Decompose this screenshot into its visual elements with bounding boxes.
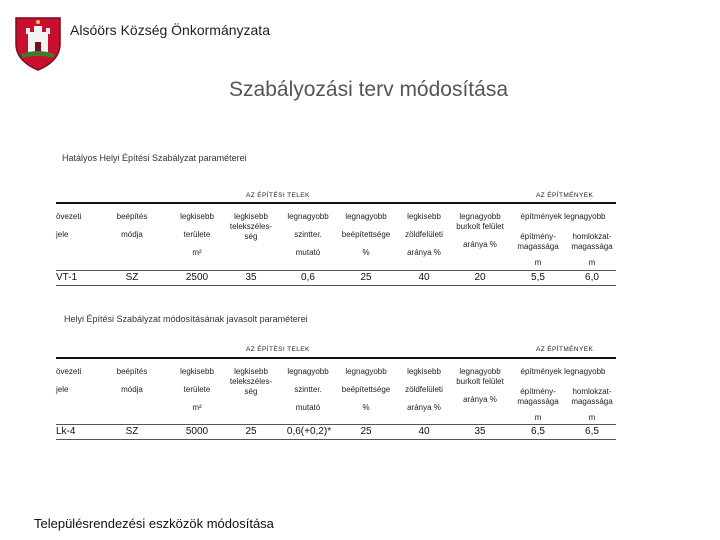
group-header-building: AZ ÉPÍTMÉNYEK [536, 346, 594, 353]
table-cell: 5000 [185, 426, 209, 437]
table-cell: 25 [360, 272, 372, 283]
table-caption-proposed: Helyi Építési Szabályzat módosításának javasolt paraméterei [64, 314, 308, 324]
table-cell: SZ [125, 426, 139, 437]
col-max-coverage: legnagyobb beépítettsége % [341, 212, 391, 257]
table-cell: 6,5 [585, 426, 599, 437]
col-build-mode: beépítés módja [116, 367, 148, 394]
col-building-height: építmény- magassága m [517, 232, 559, 267]
table-cell: Lk-4 [56, 426, 76, 437]
col-build-mode: beépítés módja [116, 212, 148, 239]
group-header-lot: AZ ÉPÍTÉSI TELEK [246, 346, 310, 353]
col-min-area: legkisebb területe m² [180, 367, 214, 412]
group-header-building: AZ ÉPÍTMÉNYEK [536, 192, 594, 199]
table-cell: VT-1 [56, 272, 78, 283]
page-title: Szabályozási terv módosítása [229, 78, 508, 101]
table-cell: 0,6(+0,2)* [286, 426, 332, 437]
col-max-paved: legnagyobb burkolt felület aránya % [456, 367, 504, 404]
col-building-height: építmény- magassága m [517, 387, 559, 422]
table-caption-current: Hatályos Helyi Építési Szabályzat paraméterei [62, 153, 247, 163]
col-zone-code: övezeti jele [56, 212, 82, 239]
table-cell: 6,5 [531, 426, 545, 437]
table-cell: 40 [418, 272, 430, 283]
col-min-green: legkisebb zöldfelületi aránya % [405, 212, 443, 257]
table-cell: SZ [125, 272, 139, 283]
footer-text: Településrendezési eszközök módosítása [34, 516, 274, 531]
parameters-table-proposed [56, 343, 616, 443]
table-cell: 0,6 [301, 272, 315, 283]
table-cell: 2500 [185, 272, 209, 283]
col-max-coverage: legnagyobb beépítettsége % [341, 367, 391, 412]
table-cell: 25 [245, 426, 257, 437]
col-facade-height: homlokzat- magassága m [571, 232, 613, 267]
col-min-width: legkisebb telekszéles- ség [229, 367, 273, 396]
coat-of-arms-icon [12, 14, 64, 72]
municipality-name: Alsóörs Község Önkormányzata [70, 22, 270, 38]
table-cell: 5,5 [531, 272, 545, 283]
table-cell: 35 [245, 272, 257, 283]
col-min-width: legkisebb telekszéles- ség [229, 212, 273, 241]
col-zone-code: övezeti jele [56, 367, 82, 394]
parameters-table-current [56, 192, 616, 292]
table-cell: 6,0 [585, 272, 599, 283]
col-building-max: építmények legnagyobb [520, 367, 606, 376]
table-cell: 25 [360, 426, 372, 437]
col-building-max: építmények legnagyobb [520, 212, 606, 221]
table-cell: 40 [418, 426, 430, 437]
col-floor-ratio: legnagyobb szintter. mutató [287, 212, 329, 257]
table-cell: 35 [474, 426, 486, 437]
col-floor-ratio: legnagyobb szintter. mutató [287, 367, 329, 412]
col-max-paved: legnagyobb burkolt felület aránya % [456, 212, 504, 249]
col-facade-height: homlokzat- magassága m [571, 387, 613, 422]
group-header-lot: AZ ÉPÍTÉSI TELEK [246, 192, 310, 199]
col-min-area: legkisebb területe m² [180, 212, 214, 257]
table-cell: 20 [474, 272, 486, 283]
col-min-green: legkisebb zöldfelületi aránya % [405, 367, 443, 412]
